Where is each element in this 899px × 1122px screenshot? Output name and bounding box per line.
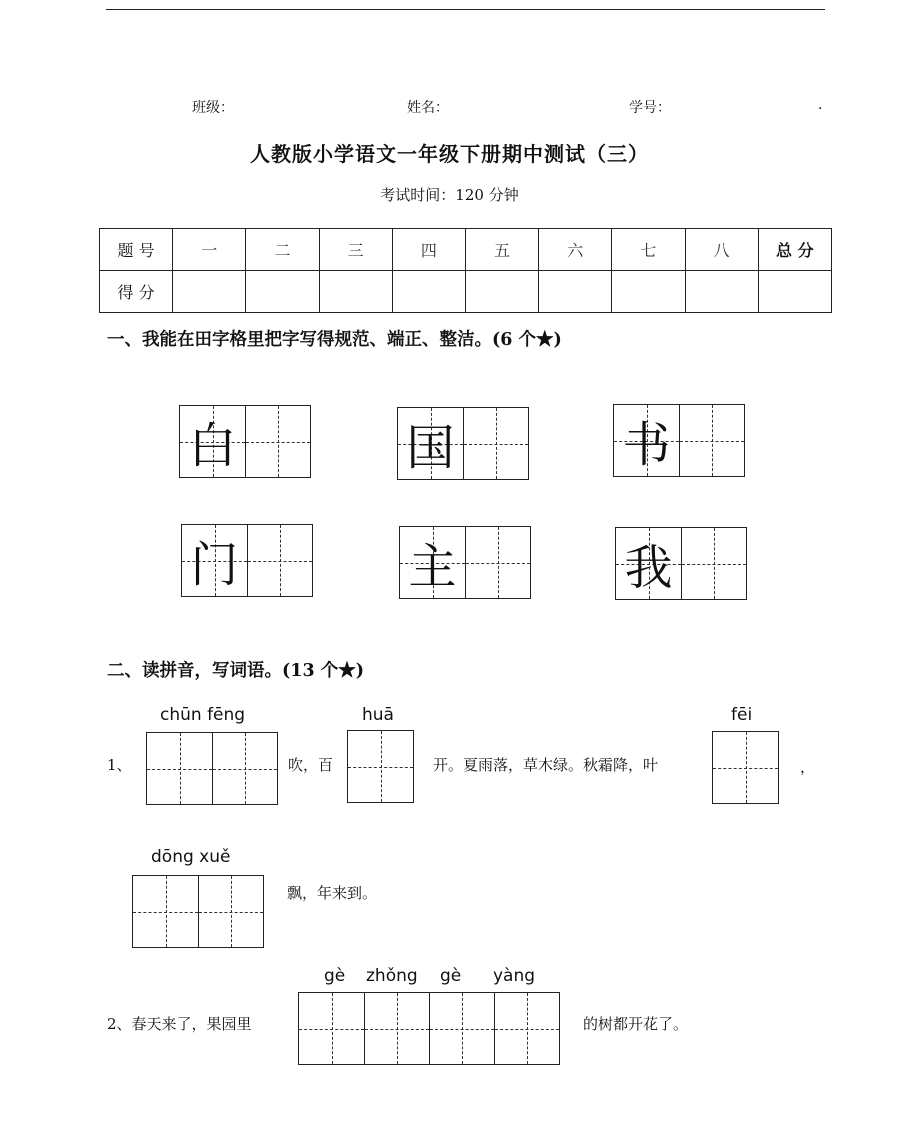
writing-cell[interactable] <box>212 733 277 804</box>
question-2-prefix: 2、春天来了，果园里 <box>107 1015 252 1033</box>
score-cell-total[interactable] <box>758 271 831 313</box>
row-label-score: 得 分 <box>100 271 173 313</box>
writing-cell[interactable] <box>348 731 413 802</box>
column-header: 一 <box>173 229 246 271</box>
column-header: 八 <box>685 229 758 271</box>
pinyin-hua: huā <box>362 705 394 725</box>
practice-grid-zhu <box>399 526 531 599</box>
exam-duration: 考试时间：120 分钟 <box>380 186 519 204</box>
column-header: 四 <box>392 229 465 271</box>
score-cell[interactable] <box>246 271 319 313</box>
writing-cell[interactable] <box>713 732 778 803</box>
column-header: 二 <box>246 229 319 271</box>
writing-cell[interactable] <box>465 527 530 598</box>
model-cell <box>182 525 247 596</box>
writing-cell[interactable] <box>147 733 212 804</box>
column-header-total: 总 分 <box>758 229 831 271</box>
column-header: 六 <box>539 229 612 271</box>
student-number-label: 学号： <box>629 100 671 116</box>
question-2-suffix: 的树都开花了。 <box>583 1015 689 1033</box>
trailing-dot: . <box>818 97 823 113</box>
top-rule <box>106 9 825 10</box>
model-cell <box>400 527 465 598</box>
writing-cell[interactable] <box>364 993 429 1064</box>
writing-cell[interactable] <box>463 408 528 479</box>
model-character: 主 <box>408 539 457 595</box>
writing-cell[interactable] <box>494 993 559 1064</box>
column-header: 五 <box>465 229 538 271</box>
pinyin-yang: yàng <box>493 966 536 986</box>
practice-grid-shu <box>613 404 745 477</box>
writing-cell[interactable] <box>198 876 263 947</box>
practice-grid-men <box>181 524 313 597</box>
writing-cell[interactable] <box>681 528 746 599</box>
question-number-row <box>100 229 832 271</box>
writing-cell[interactable] <box>429 993 494 1064</box>
writing-cell[interactable] <box>299 993 364 1064</box>
q1-text-3: 飘，年来到。 <box>287 884 378 902</box>
model-character: 门 <box>190 537 239 593</box>
column-header: 三 <box>319 229 392 271</box>
writing-cell[interactable] <box>247 525 312 596</box>
answer-grid-fei <box>712 731 779 804</box>
score-cell[interactable] <box>465 271 538 313</box>
q1-text-2: 开。夏雨落，草木绿。秋霜降，叶 <box>433 756 659 774</box>
model-cell <box>616 528 681 599</box>
score-table <box>99 228 832 313</box>
score-cell[interactable] <box>612 271 685 313</box>
score-cell[interactable] <box>392 271 465 313</box>
name-label: 姓名： <box>407 100 449 116</box>
practice-grid-wo <box>615 527 747 600</box>
column-header: 七 <box>612 229 685 271</box>
model-cell <box>398 408 463 479</box>
page-title: 人教版小学语文一年级下册期中测试（三） <box>250 142 649 166</box>
section1-heading: 一、我能在田字格里把字写得规范、端正、整洁。(6 个★) <box>107 330 562 350</box>
pinyin-fei: fēi <box>731 705 753 725</box>
pinyin-zhong: zhǒng <box>366 966 418 986</box>
writing-cell[interactable] <box>133 876 198 947</box>
model-character: 我 <box>624 540 673 596</box>
pinyin-dong-xue: dōng xuě <box>151 847 231 867</box>
score-cell[interactable] <box>173 271 246 313</box>
answer-grid-chun-feng <box>146 732 278 805</box>
pinyin-ge-1: gè <box>324 966 346 986</box>
pinyin-ge-2: gè <box>440 966 462 986</box>
model-cell <box>180 406 245 477</box>
writing-cell[interactable] <box>245 406 310 477</box>
answer-grid-ge-zhong-ge-yang <box>298 992 560 1065</box>
pinyin-chun-feng: chūn fēng <box>160 705 246 725</box>
writing-cell[interactable] <box>679 405 744 476</box>
q1-comma: ， <box>800 758 816 776</box>
model-character: 国 <box>406 420 455 476</box>
q1-text-1: 吹，百 <box>288 756 334 774</box>
section2-heading: 二、读拼音，写词语。(13 个★) <box>107 661 365 681</box>
score-cell[interactable] <box>539 271 612 313</box>
row-label-question: 题 号 <box>100 229 173 271</box>
answer-grid-hua <box>347 730 414 803</box>
practice-grid-guo <box>397 407 529 480</box>
practice-grid-bai <box>179 405 311 478</box>
score-row <box>100 271 832 313</box>
question-1-number: 1、 <box>107 756 132 774</box>
model-character: 书 <box>622 417 671 473</box>
class-label: 班级： <box>192 100 234 116</box>
model-character: 白 <box>188 418 237 474</box>
answer-grid-dong-xue <box>132 875 264 948</box>
model-cell <box>614 405 679 476</box>
score-cell[interactable] <box>685 271 758 313</box>
score-cell[interactable] <box>319 271 392 313</box>
